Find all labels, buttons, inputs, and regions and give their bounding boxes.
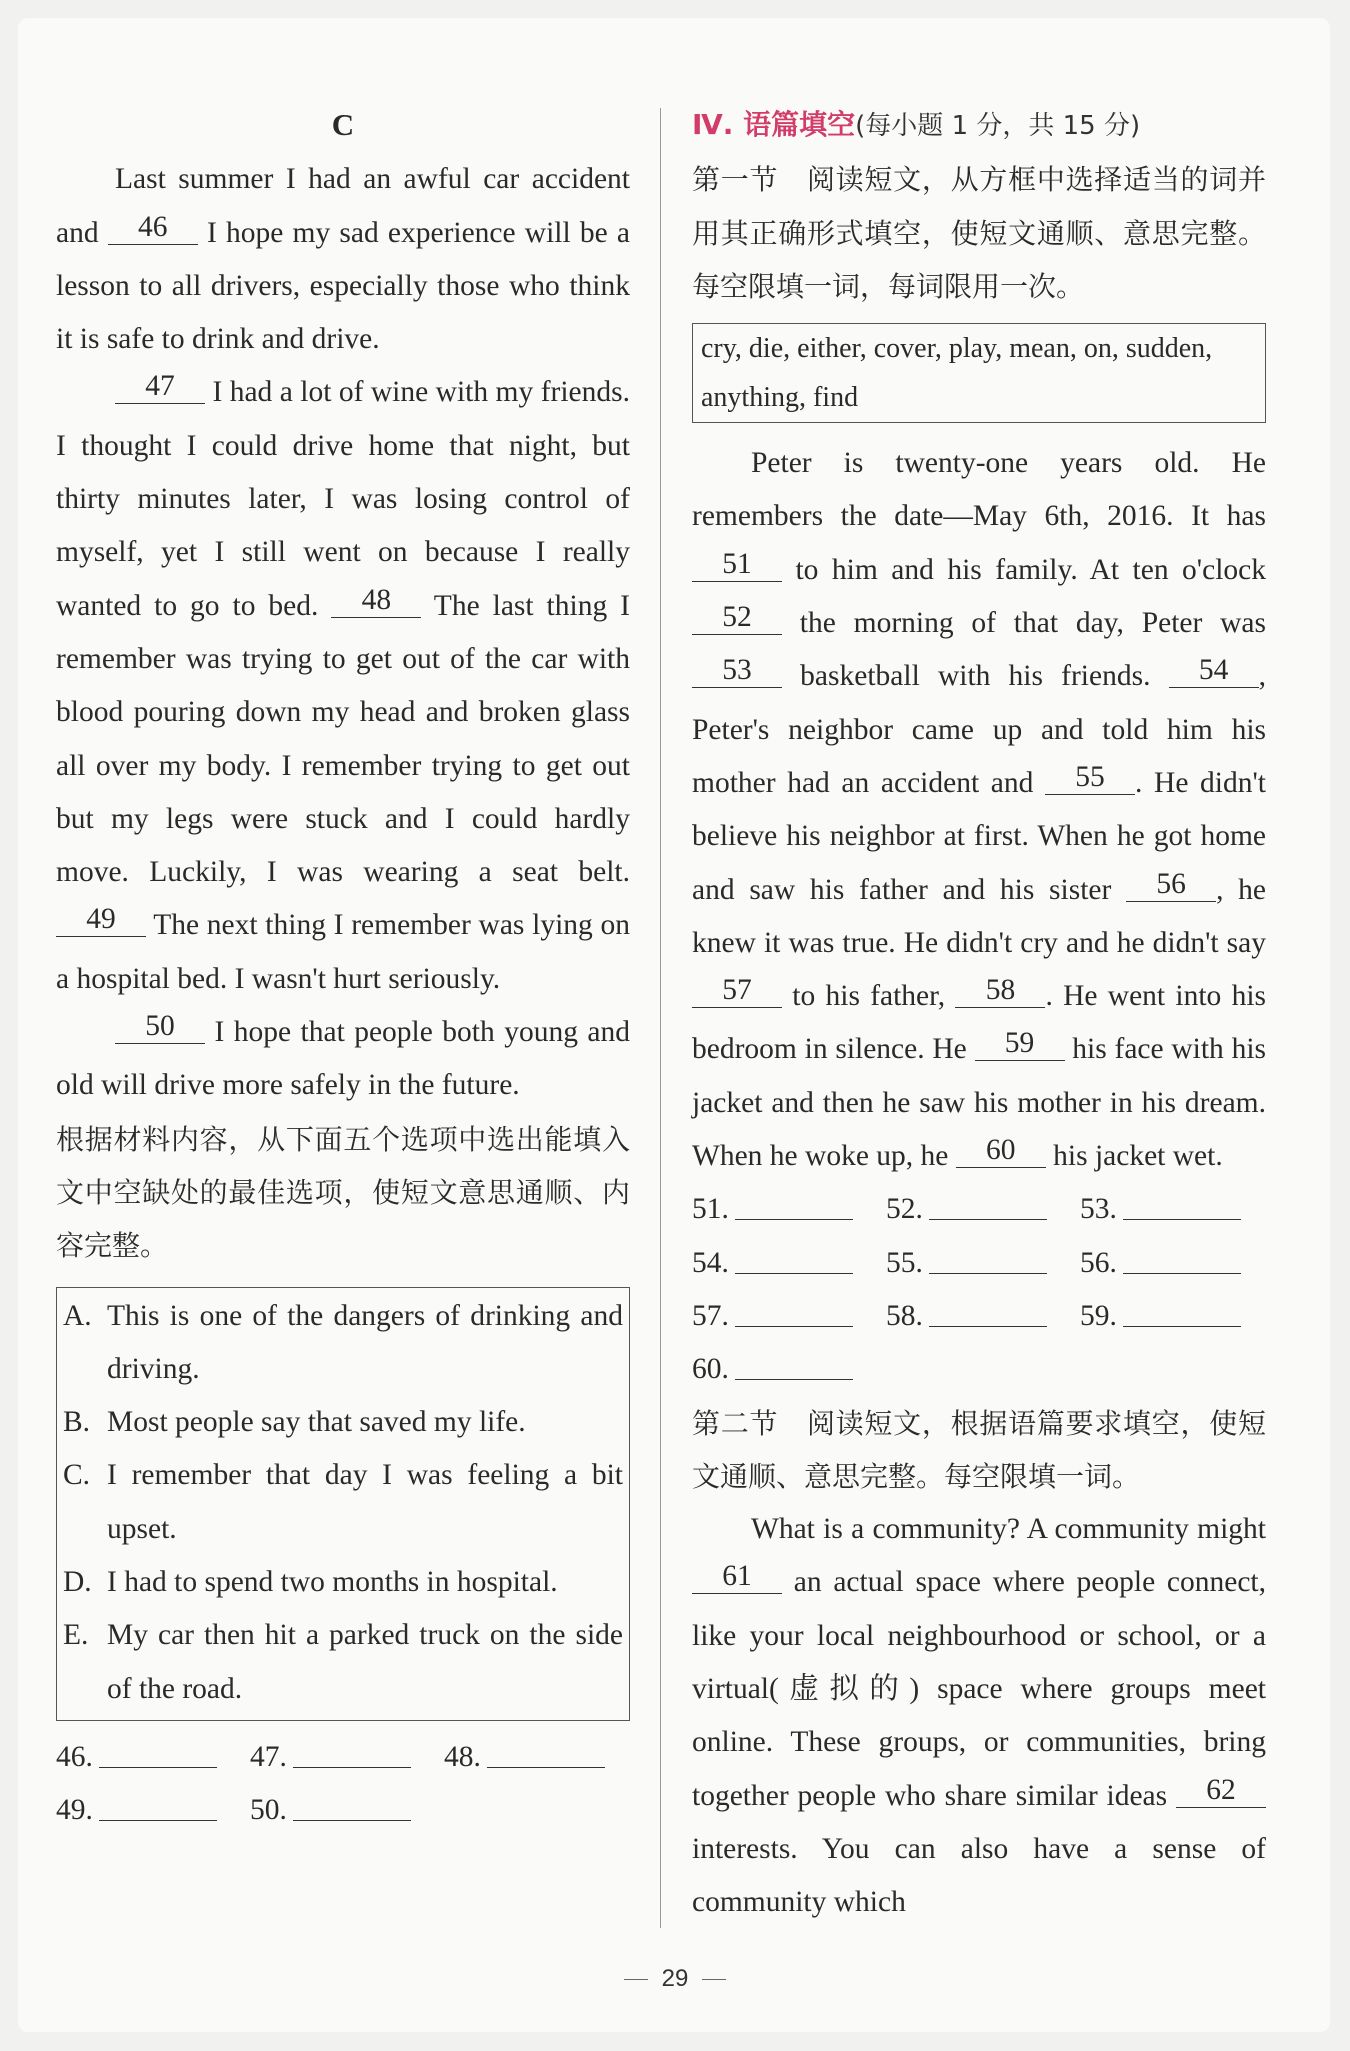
section-note: (每小题 1 分，共 15 分) <box>855 111 1141 141</box>
blank-62[interactable]: 62 <box>1176 1773 1266 1808</box>
options-box <box>56 1287 630 1721</box>
answer-56[interactable]: 56. <box>1080 1237 1266 1290</box>
answer-48[interactable]: 48. <box>444 1731 630 1784</box>
blank-48[interactable]: 48 <box>331 583 421 618</box>
section-header <box>692 98 1266 153</box>
blank-50[interactable]: 50 <box>115 1009 205 1044</box>
blank-59[interactable]: 59 <box>975 1026 1065 1061</box>
answer-54[interactable]: 54. <box>692 1237 878 1290</box>
part2-instruction: 第二节 阅读短文，根据语篇要求填空，使短文通顺、意思完整。每空限填一词。 <box>692 1406 1266 1493</box>
community-passage: What is a community? A community might 61 an actual space where people connect, like your local neighbourhood or school, or a virtual(虚拟的) space where groups meet online. These groups, or communities, bring together people who share similar ideas 62 interests. You can also have a sense of community which <box>692 1513 1266 1919</box>
blank-52[interactable]: 52 <box>692 600 782 635</box>
passage-c-heading: C <box>331 107 355 142</box>
section-title: Ⅳ. 语篇填空 <box>692 108 856 141</box>
answer-53[interactable]: 53. <box>1080 1183 1266 1236</box>
column-divider <box>660 108 661 1928</box>
page-number: 29 <box>0 1965 1350 1993</box>
peter-passage: Peter is twenty-one years old. He remembers the date—May 6th, 2016. It has 51 to him and his family. At ten o'clock 52 the morning of that day, Peter was 53 basketball with his friends. 54 , Peter's neighbor came up and told him his mother had an accident and 55 . He didn't believe his neighbor at first. When he got home and saw his father and his sister 56 , he knew it was true. He didn't cry and he didn't say 57 to his father, 58 . He went into his bedroom in silence. He 59 his face with his jacket and then he saw his mother in his dream. When he woke up, he 60 his jacket wet. <box>692 447 1267 1173</box>
option-c: C. I remember that day I was feeling a bit upset. <box>63 1459 623 1545</box>
answer-58[interactable]: 58. <box>886 1290 1072 1343</box>
left-column <box>56 98 630 1838</box>
answer-46[interactable]: 46. <box>56 1731 242 1784</box>
blank-51[interactable]: 51 <box>692 547 782 582</box>
answer-59[interactable]: 59. <box>1080 1290 1266 1343</box>
answer-55[interactable]: 55. <box>886 1237 1072 1290</box>
answer-51[interactable]: 51. <box>692 1183 878 1236</box>
answer-lines-46-50 <box>56 1731 630 1838</box>
answer-50[interactable]: 50. <box>250 1784 436 1837</box>
part1-instruction: 第一节 阅读短文，从方框中选择适当的词并用其正确形式填空，使短文通顺、意思完整。每空限填一词，每词限用一次。 <box>692 163 1266 303</box>
blank-61[interactable]: 61 <box>692 1559 782 1594</box>
answer-60[interactable]: 60. <box>692 1343 878 1396</box>
blank-55[interactable]: 55 <box>1045 760 1135 795</box>
answer-57[interactable]: 57. <box>692 1290 878 1343</box>
blank-46[interactable]: 46 <box>108 210 198 245</box>
blank-54[interactable]: 54 <box>1169 653 1259 688</box>
blank-49[interactable]: 49 <box>56 902 146 937</box>
blank-56[interactable]: 56 <box>1126 867 1216 902</box>
answer-49[interactable]: 49. <box>56 1784 242 1837</box>
passage-c-paragraph-1: Last summer I had an awful car accident and 46 I hope my sad experience will be a lesson to all drivers, especially those who think it is safe to drink and drive. <box>56 163 630 356</box>
instruction-text: 根据材料内容，从下面五个选项中选出能填入文中空缺处的最佳选项，使短文意思通顺、内容完整。 <box>56 1122 630 1263</box>
blank-53[interactable]: 53 <box>692 653 782 688</box>
option-a: A. This is one of the dangers of drinking and driving. <box>63 1299 623 1385</box>
passage-c-paragraph-2: 47 I had a lot of wine with my friends. I thought I could drive home that night, but thirty minutes later, I was losing control of myself, yet I still went on because I really wanted to go to bed. 48 The last thing I remember was trying to get out of the car with blood pouring down my head and broken glass all over my body. I remember trying to get out but my legs were stuck and I could hardly move. Luckily, I was wearing a seat belt. 49 The next thing I remember was lying on a hospital bed. I wasn't hurt seriously. <box>56 370 630 995</box>
answer-47[interactable]: 47. <box>250 1731 436 1784</box>
option-d: D. I had to spend two months in hospital. <box>63 1566 558 1599</box>
right-column <box>692 98 1266 1930</box>
blank-58[interactable]: 58 <box>955 973 1045 1008</box>
option-e: E. My car then hit a parked truck on the side of the road. <box>63 1619 623 1705</box>
answer-lines-51-60 <box>692 1183 1266 1396</box>
word-box: cry, die, either, cover, play, mean, on, sudden, anything, find <box>692 323 1266 423</box>
option-b: B. Most people say that saved my life. <box>63 1406 526 1439</box>
blank-57[interactable]: 57 <box>692 973 782 1008</box>
blank-60[interactable]: 60 <box>956 1133 1046 1168</box>
passage-c-paragraph-3: 50 I hope that people both young and old will drive more safely in the future. <box>56 1010 630 1102</box>
blank-47[interactable]: 47 <box>115 369 205 404</box>
answer-52[interactable]: 52. <box>886 1183 1072 1236</box>
